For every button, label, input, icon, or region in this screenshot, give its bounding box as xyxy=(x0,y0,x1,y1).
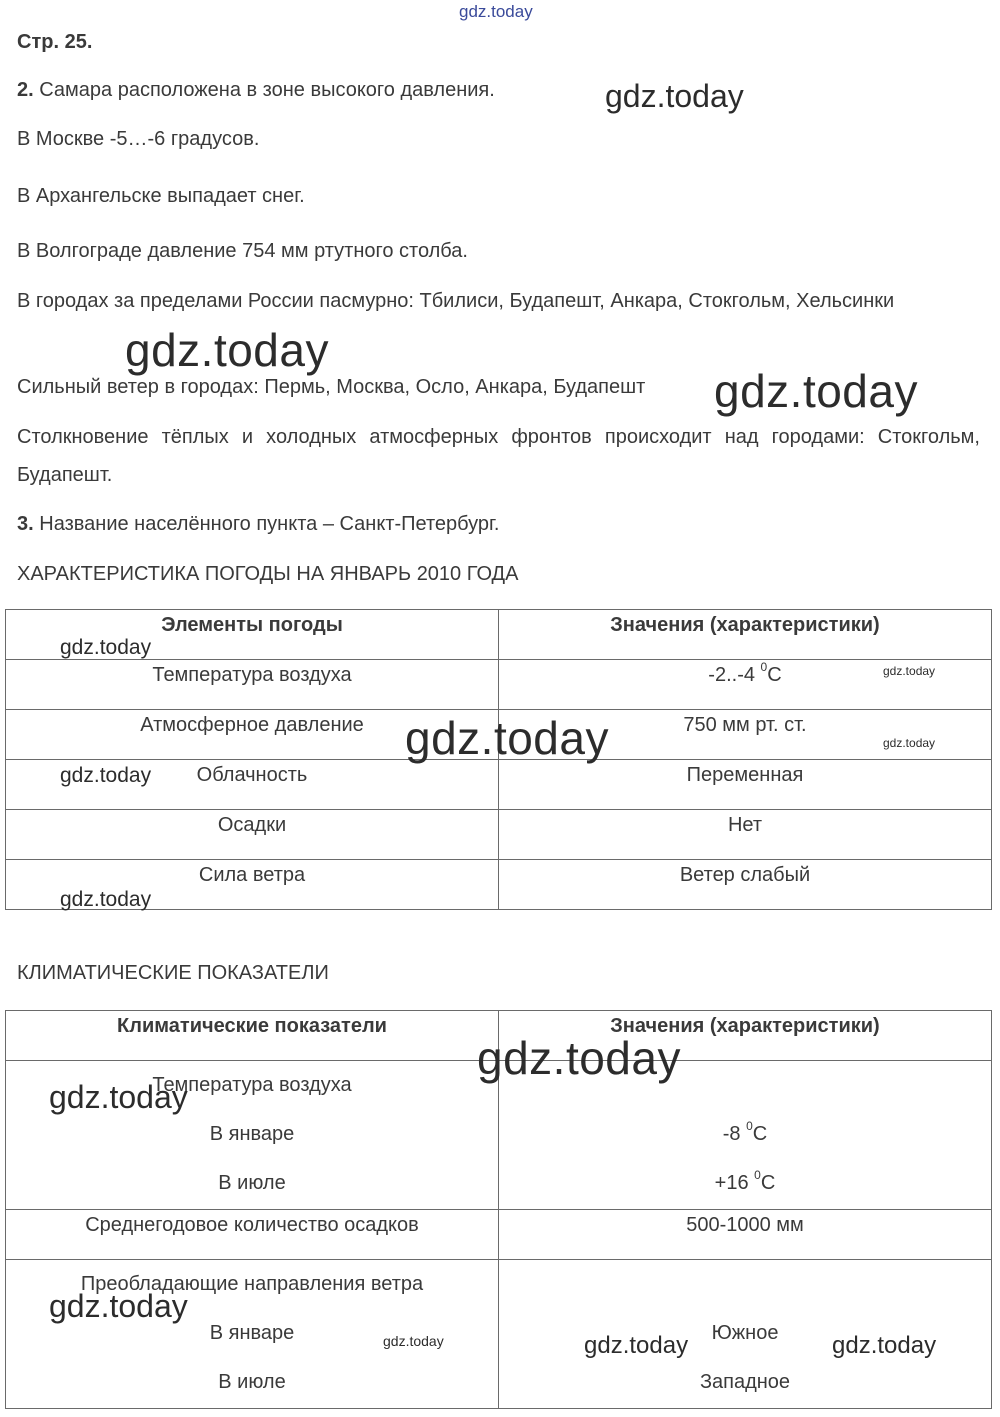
table-row xyxy=(6,810,992,860)
task2-line-4: В Волгограде давление 754 мм ртутного столба. xyxy=(17,240,468,262)
watermark: gdz.today xyxy=(832,1332,937,1359)
table-row xyxy=(6,1260,992,1409)
task2-fronts: Столкновение тёплых и холодных атмосферных фронтов происходит над городами: Стокгольм, Будапешт. xyxy=(17,426,980,486)
watermark: gdz.today xyxy=(125,324,329,376)
table-row xyxy=(6,860,992,910)
table-row xyxy=(6,660,992,710)
watermark: gdz.today xyxy=(477,1032,681,1084)
task3-line: 3. Название населённого пункта – Санкт-Петербург. xyxy=(17,513,500,535)
weather-element-value: -2..-4 $^0$С xyxy=(499,660,992,710)
watermark: gdz.today xyxy=(60,764,152,787)
column-header: Климатические показатели xyxy=(6,1011,499,1061)
column-header: Элементы погоды xyxy=(6,610,499,660)
weather-element-value: 750 мм рт. ст. xyxy=(499,710,992,760)
watermark: gdz.today xyxy=(605,78,744,114)
task2-line-2: В Москве -5…-6 градусов. xyxy=(17,128,260,150)
watermark: gdz.today xyxy=(714,365,918,417)
watermark: gdz.today xyxy=(60,636,152,659)
climate-heading: КЛИМАТИЧЕСКИЕ ПОКАЗАТЕЛИ xyxy=(17,962,329,984)
weather-heading: ХАРАКТЕРИСТИКА ПОГОДЫ НА ЯНВАРЬ 2010 ГОДА xyxy=(17,563,519,585)
weather-element-label: Облачность xyxy=(6,760,499,810)
weather-element-label: Сила ветра xyxy=(6,860,499,910)
weather-element-label: Осадки xyxy=(6,810,499,860)
weather-element-label: Атмосферное давление xyxy=(6,710,499,760)
column-header: Значения (характеристики) xyxy=(499,610,992,660)
task2-wind: Сильный ветер в городах: Пермь, Москва, Осло, Анкара, Будапешт xyxy=(17,376,646,398)
climate-temp-values: -8 $^0$С +16 $^0$С xyxy=(499,1061,992,1210)
watermark: gdz.today xyxy=(49,1288,188,1324)
watermark: gdz.today xyxy=(405,712,609,764)
climate-temp-labels: Температура воздуха В январе В июле xyxy=(6,1061,499,1210)
watermark: gdz.today xyxy=(459,2,533,21)
weather-element-value: Переменная xyxy=(499,760,992,810)
table-header-row xyxy=(6,1011,992,1061)
weather-table xyxy=(5,609,992,910)
table-row xyxy=(6,1061,992,1210)
task2-number: 2. xyxy=(17,79,34,101)
table-row xyxy=(6,1210,992,1260)
weather-element-label: Температура воздуха xyxy=(6,660,499,710)
climate-wind-labels: Преобладающие направления ветра В январе В июле xyxy=(6,1260,499,1409)
task3-number: 3. xyxy=(17,513,34,535)
task2-line-1: 2. Самара расположена в зоне высокого давления. xyxy=(17,79,495,101)
climate-precip-label: Среднегодовое количество осадков xyxy=(6,1210,499,1260)
table-header-row xyxy=(6,610,992,660)
climate-wind-values: Южное Западное xyxy=(499,1260,992,1409)
climate-table xyxy=(5,1010,992,1409)
page-label: Стр. 25. xyxy=(17,31,93,53)
climate-precip-value: 500-1000 мм xyxy=(499,1210,992,1260)
watermark: gdz.today xyxy=(883,736,936,750)
watermark: gdz.today xyxy=(60,888,152,911)
watermark: gdz.today xyxy=(883,664,936,678)
table-row xyxy=(6,760,992,810)
task2-overcast: В городах за пределами России пасмурно: Тбилиси, Будапешт, Анкара, Стокгольм, Хельсинки xyxy=(17,290,895,312)
watermark: gdz.today xyxy=(383,1333,444,1349)
weather-element-value: Ветер слабый xyxy=(499,860,992,910)
watermark: gdz.today xyxy=(584,1332,689,1359)
column-header: Значения (характеристики) xyxy=(499,1011,992,1061)
task2-line-3: В Архангельске выпадает снег. xyxy=(17,185,305,207)
watermark: gdz.today xyxy=(49,1079,188,1115)
weather-element-value: Нет xyxy=(499,810,992,860)
table-row xyxy=(6,710,992,760)
